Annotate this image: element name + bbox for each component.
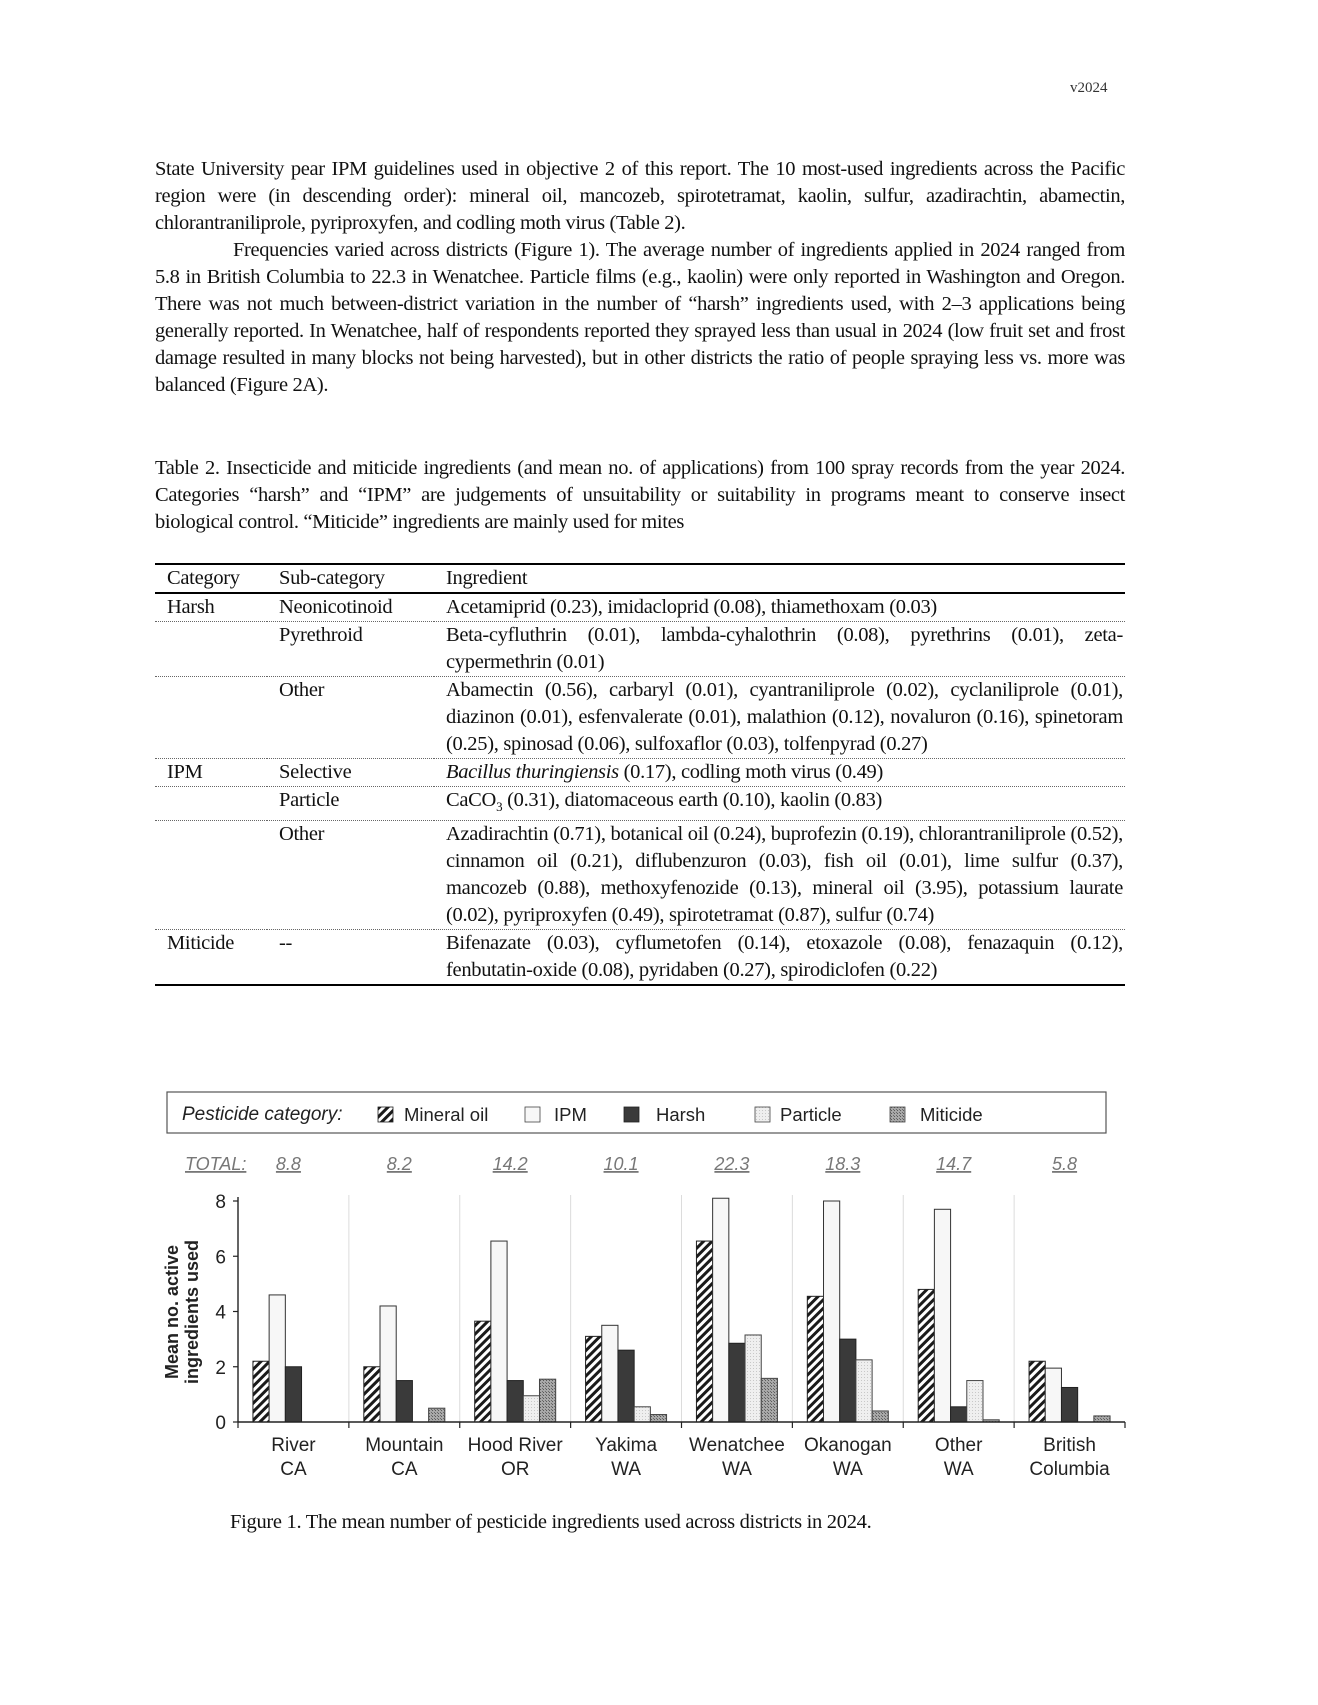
bar-group [1029, 1361, 1110, 1422]
ingredient-italic-name: Bacillus thuringiensis [446, 761, 619, 783]
x-category-label: River [271, 1435, 316, 1456]
x-category-label: WA [611, 1459, 642, 1480]
bar-group [253, 1295, 302, 1422]
table-header-row [155, 564, 1125, 593]
legend-label: IPM [554, 1104, 587, 1125]
figure-caption: Figure 1. The mean number of pesticide ingredients used across districts in 2024. [230, 1511, 872, 1533]
bar-mineral-oil [364, 1367, 380, 1422]
bar-particle [745, 1335, 761, 1422]
table-row [155, 759, 1125, 787]
bar-ipm [713, 1198, 729, 1422]
y-axis-title-line-1: Mean no. active [162, 1244, 182, 1380]
x-category-label: Mountain [365, 1435, 444, 1456]
body-paragraph-1: State University pear IPM guidelines used in objective 2 of this report. The 10 most-used ingredients across the Pacific region were (in descending order): mineral oil, mancozeb, spirotetramat, kaolin, sulfur, azadirachtin, abamectin, chlorantraniliprole, pyriproxyfen, and codling moth virus (Table 2). [155, 158, 1125, 234]
bar-ipm [269, 1295, 285, 1422]
bar-mineral-oil [586, 1336, 602, 1422]
total-value: 10.1 [603, 1154, 639, 1174]
total-value: 14.2 [492, 1154, 528, 1174]
bar-mineral-oil [1029, 1361, 1045, 1422]
bar-harsh [1061, 1387, 1077, 1422]
cell-subcategory: Particle [279, 789, 340, 811]
y-tick-label: 8 [215, 1192, 226, 1213]
cell-ingredient: Bifenazate (0.03), cyflumetofen (0.14), etoxazole (0.08), fenazaquin (0.12), fenbutatin-oxide (0.08), pyridaben (0.27), spirodiclofen (0.22) [446, 932, 1123, 982]
column-header-ingredient: Ingredient [446, 567, 528, 589]
bar-harsh [618, 1350, 634, 1422]
cell-subcategory: Pyrethroid [279, 624, 363, 646]
chart-legend [167, 1092, 1106, 1133]
bar-miticide [650, 1415, 666, 1422]
x-axis [238, 1422, 1125, 1480]
legend-item-particle [755, 1104, 842, 1125]
bar-mineral-oil [253, 1361, 269, 1422]
bar-mineral-oil [918, 1289, 934, 1422]
x-category-label: CA [391, 1459, 418, 1480]
bar-harsh [840, 1339, 856, 1422]
cell-ingredient [434, 759, 1125, 787]
bar-particle [856, 1360, 872, 1422]
legend-item-ipm [525, 1104, 587, 1125]
cell-category [155, 787, 267, 821]
hatch-swatch-icon [378, 1107, 393, 1122]
bar-miticide [761, 1378, 777, 1422]
bar-harsh [951, 1407, 967, 1422]
column-header-subcategory: Sub-category [279, 567, 385, 589]
bar-mineral-oil [807, 1296, 823, 1422]
cell-ingredient: Azadirachtin (0.71), botanical oil (0.24), buprofezin (0.19), chlorantraniliprole (0.52), cinnamon oil (0.21), diflubenzuron (0.03), fish oil (0.01), lime sulfur (0.37), mancozeb (0.88), methoxyfenozide (0.13), mineral oil (3.95), potassium laurate (0.02), pyriproxyfen (0.49), spirotetramat (0.87), sulfur (0.74) [446, 823, 1123, 927]
bar-harsh [507, 1381, 523, 1422]
bar-ipm [380, 1306, 396, 1422]
cell-ingredient: Acetamiprid (0.23), imidacloprid (0.08), thiamethoxam (0.03) [446, 596, 937, 618]
cell-category [155, 821, 267, 930]
column-header-category: Category [167, 567, 240, 589]
cell-category: Miticide [167, 932, 235, 955]
bar-ipm [824, 1201, 840, 1422]
dark-swatch-icon [624, 1107, 639, 1122]
bar-group [364, 1306, 445, 1422]
bar-mineral-oil [696, 1241, 712, 1422]
bar-group [586, 1325, 667, 1422]
bar-ipm [1045, 1368, 1061, 1422]
legend-label: Miticide [920, 1104, 983, 1125]
ingredient-text: (0.31), diatomaceous earth (0.10), kaolin (0.83) [502, 789, 883, 811]
white-swatch-icon [525, 1107, 540, 1122]
table-row [155, 787, 1125, 821]
y-tick-label: 2 [215, 1357, 226, 1379]
y-tick-label: 6 [215, 1247, 226, 1269]
cell-subcategory: Other [279, 679, 325, 701]
x-category-label: CA [280, 1459, 307, 1480]
bar-mineral-oil [475, 1321, 491, 1422]
bar-miticide [429, 1408, 445, 1422]
ingredients-table [155, 563, 1125, 986]
total-value: 5.8 [1052, 1154, 1078, 1174]
table-row [155, 593, 1125, 622]
bar-particle [523, 1396, 539, 1422]
bar-group [807, 1201, 888, 1422]
x-category-label: Wenatchee [689, 1435, 785, 1456]
bar-particle [967, 1381, 983, 1422]
cell-ingredient [434, 787, 1125, 821]
x-category-label: WA [832, 1459, 863, 1480]
total-value: 22.3 [714, 1154, 750, 1174]
bar-miticide [539, 1379, 555, 1422]
ingredient-formula-subscript: 3 [496, 799, 503, 815]
bar-group [918, 1209, 999, 1422]
cell-subcategory: Selective [279, 761, 352, 783]
ingredient-formula: CaCO [446, 789, 497, 811]
legend-label: Harsh [656, 1104, 706, 1125]
ingredient-text: (0.17), codling moth virus (0.49) [618, 761, 884, 783]
totals-label: TOTAL: [185, 1154, 247, 1174]
x-category-label: Columbia [1029, 1459, 1110, 1480]
legend-item-harsh [624, 1104, 705, 1125]
bar-miticide [1094, 1416, 1110, 1422]
light-dotted-swatch-icon [755, 1107, 770, 1122]
x-category-label: British [1043, 1435, 1096, 1456]
cell-ingredient: Abamectin (0.56), carbaryl (0.01), cyantraniliprole (0.02), cyclaniliprole (0.01), diazinon (0.01), esfenvalerate (0.01), malathion (0.12), novaluron (0.16), spinetoram (0.25), spinosad (0.06), sulfoxaflor (0.03), tolfenpyrad (0.27) [446, 679, 1123, 755]
legend-label: Mineral oil [404, 1104, 489, 1125]
y-axis-title [162, 1240, 202, 1384]
legend-title: Pesticide category: [182, 1104, 343, 1125]
x-category-label: Hood River [467, 1435, 563, 1456]
total-value: 14.7 [936, 1154, 972, 1174]
bar-particle [634, 1407, 650, 1422]
x-category-label: WA [721, 1459, 752, 1480]
cell-category: IPM [167, 761, 203, 783]
y-axis-title-line-2: ingredients used [182, 1239, 202, 1385]
x-category-label: Yakima [595, 1435, 658, 1456]
bar-miticide [872, 1411, 888, 1422]
bar-harsh [285, 1367, 301, 1422]
body-paragraph-2: Frequencies varied across districts (Figure 1). The average number of ingredients applied in 2024 ranged from 5.8 in British Columbia to 22.3 in Wenatchee. Particle films (e.g., kaolin) were only reported in Washington and Oregon. There was not much between-district variation in the number of “harsh” ingredients used, with 2–3 applications being generally reported. In Wenatchee, half of respondents reported they sprayed less than usual in 2024 (low fruit set and frost damage resulted in many blocks not being harvested), but in other districts the ratio of people spraying less vs. more was balanced (Figure 2A). [155, 239, 1125, 396]
x-category-label: OR [500, 1459, 530, 1480]
district-separators [349, 1195, 1014, 1422]
cell-category [155, 677, 267, 759]
bar-group [696, 1198, 777, 1422]
cell-category: Harsh [167, 596, 215, 618]
cell-subcategory: Other [279, 823, 325, 846]
cell-subcategory: -- [279, 932, 293, 955]
cell-category [155, 622, 267, 677]
x-category-label: Okanogan [803, 1435, 892, 1456]
legend-label: Particle [780, 1104, 842, 1125]
gray-dotted-swatch-icon [890, 1107, 905, 1122]
y-tick-label: 4 [215, 1302, 226, 1324]
totals-row [185, 1154, 1077, 1174]
table-row [155, 622, 1125, 677]
bar-group [475, 1241, 556, 1422]
total-value: 18.3 [825, 1154, 861, 1174]
bar-ipm [934, 1209, 950, 1422]
x-category-label: Other [934, 1435, 983, 1456]
bar-harsh [729, 1343, 745, 1422]
table-row [155, 930, 1125, 986]
cell-ingredient: Beta-cyfluthrin (0.01), lambda-cyhalothrin (0.08), pyrethrins (0.01), zeta-cypermethrin (0.01) [446, 624, 1123, 673]
total-value: 8.2 [386, 1154, 412, 1174]
total-value: 8.8 [275, 1154, 301, 1174]
bar-chart-figure [150, 1080, 1135, 1500]
bar-harsh [396, 1381, 412, 1422]
table-row [155, 821, 1125, 930]
legend-item-miticide [890, 1104, 983, 1125]
table-caption: Table 2. Insecticide and miticide ingredients (and mean no. of applications) from 100 spray records from the year 2024. Categories “harsh” and “IPM” are judgements of unsuitability or suitability in programs meant to conserve insect biological control. “Miticide” ingredients are mainly used for mites [155, 457, 1125, 533]
bar-ipm [602, 1325, 618, 1422]
bar-ipm [491, 1241, 507, 1422]
x-category-label: WA [943, 1459, 974, 1480]
y-axis [215, 1192, 238, 1434]
page-version-label: v2024 [1070, 80, 1108, 96]
cell-subcategory: Neonicotinoid [279, 596, 393, 618]
table-row [155, 677, 1125, 759]
y-tick-label: 0 [215, 1413, 226, 1434]
